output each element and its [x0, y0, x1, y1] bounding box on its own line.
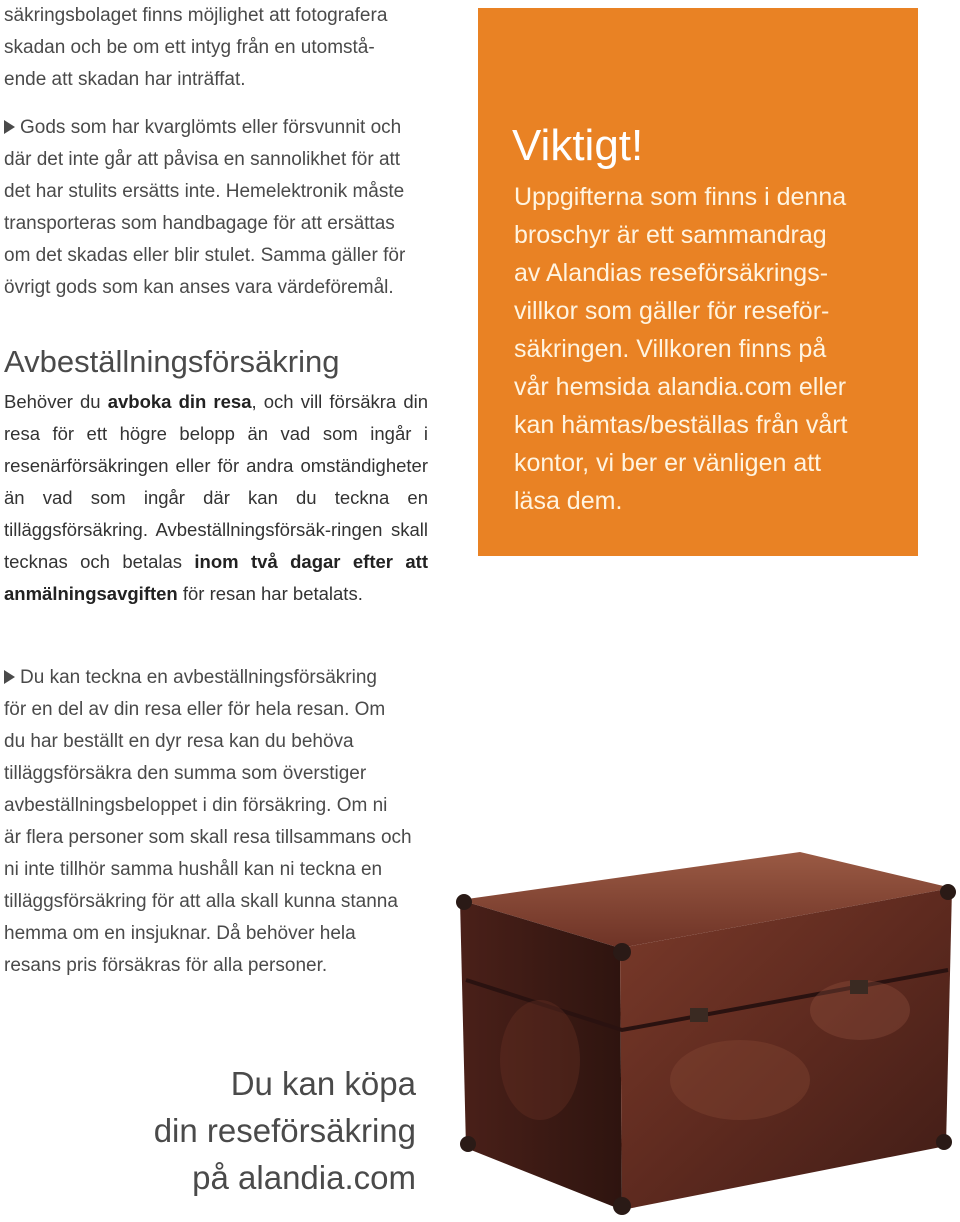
paragraph-cancellation-line: är flera personer som skall resa tillsammans och	[4, 827, 412, 848]
section-body-bold: inom två dagar efter att anmälningsavgiften	[4, 551, 428, 604]
paragraph-cancellation-text: Du kan teckna en avbeställningsförsäkring	[20, 667, 377, 688]
paragraph-intro-line: ende att skadan har inträffat.	[4, 69, 246, 90]
important-info-line: kan hämtas/beställas från vårt	[514, 411, 848, 439]
promo-line: Du kan köpa	[230, 1065, 416, 1102]
paragraph-intro-line: säkringsbolaget finns möjlighet att fotografera	[4, 5, 388, 26]
paragraph-cancellation-details	[4, 662, 434, 982]
paragraph-cancellation-line: resans pris försäkras för alla personer.	[4, 955, 328, 976]
important-info-line: villkor som gäller för reseför-	[514, 297, 830, 325]
triangle-right-icon	[4, 120, 15, 134]
important-info-line: läsa dem.	[514, 487, 623, 515]
paragraph-lost-goods-line	[4, 112, 434, 144]
important-info-line: broschyr är ett sammandrag	[514, 221, 827, 249]
promo-text	[150, 1060, 416, 1201]
important-info-line: Uppgifterna som finns i denna	[514, 183, 847, 211]
important-info-line: av Alandias reseförsäkrings-	[514, 259, 829, 287]
important-info-box	[478, 8, 918, 556]
section-body-text: Behöver du	[4, 391, 108, 412]
paragraph-lost-goods-line: det har stulits ersätts inte. Hemelektronik måste	[4, 181, 405, 202]
important-info-text	[514, 178, 904, 520]
section-body-text: för resan har betalats.	[177, 583, 363, 604]
paragraph-lost-goods-line: övrigt gods som kan anses vara värdeföremål.	[4, 277, 394, 298]
important-info-line: kontor, vi ber er vänligen att	[514, 449, 822, 477]
paragraph-lost-goods-text: Gods som har kvarglömts eller försvunnit och	[20, 117, 402, 138]
paragraph-lost-goods	[4, 112, 434, 304]
section-body-text: , och vill försäkra din resa för ett högre belopp än vad som ingår i resenärförsäkringen eller för andra omständigheter än vad som ingår där kan du teckna en tilläggsförsäkring. Avbeställningsförsäk-ringen skall tecknas och betalas	[4, 391, 429, 572]
important-info-title: Viktigt!	[512, 121, 644, 170]
important-info-line: vår hemsida alandia.com eller	[514, 373, 847, 401]
paragraph-cancellation-line: tilläggsförsäkring för att alla skall kunna stanna	[4, 891, 398, 912]
paragraph-cancellation-line: avbeställningsbeloppet i din försäkring. Om ni	[4, 795, 388, 816]
promo-line: på alandia.com	[192, 1159, 416, 1196]
paragraph-cancellation-line: hemma om en insjuknar. Då behöver hela	[4, 923, 356, 944]
paragraph-cancellation-line: tilläggsförsäkra den summa som överstiger	[4, 763, 367, 784]
paragraph-cancellation-line: ni inte tillhör samma hushåll kan ni teckna en	[4, 859, 383, 880]
paragraph-cancellation-line: du har beställt en dyr resa kan du behöva	[4, 731, 354, 752]
paragraph-lost-goods-line: transporteras som handbagage för att ersättas	[4, 213, 395, 234]
section-heading: Avbeställningsförsäkring	[4, 344, 340, 379]
suitcase-icon	[440, 830, 960, 1222]
paragraph-cancellation-line: för en del av din resa eller för hela resan. Om	[4, 699, 386, 720]
triangle-right-icon	[4, 670, 15, 684]
paragraph-intro-line: skadan och be om ett intyg från en utomstå-	[4, 37, 375, 58]
paragraph-cancellation-line	[4, 662, 434, 694]
paragraph-lost-goods-line: där det inte går att påvisa en sannolikhet för att	[4, 149, 401, 170]
important-info-line: säkringen. Villkoren finns på	[514, 335, 827, 363]
section-body	[4, 386, 428, 610]
promo-line: din reseförsäkring	[153, 1112, 416, 1149]
paragraph-intro	[4, 0, 434, 96]
section-body-bold: avboka din resa	[107, 391, 252, 412]
paragraph-lost-goods-line: om det skadas eller blir stulet. Samma gäller för	[4, 245, 406, 266]
